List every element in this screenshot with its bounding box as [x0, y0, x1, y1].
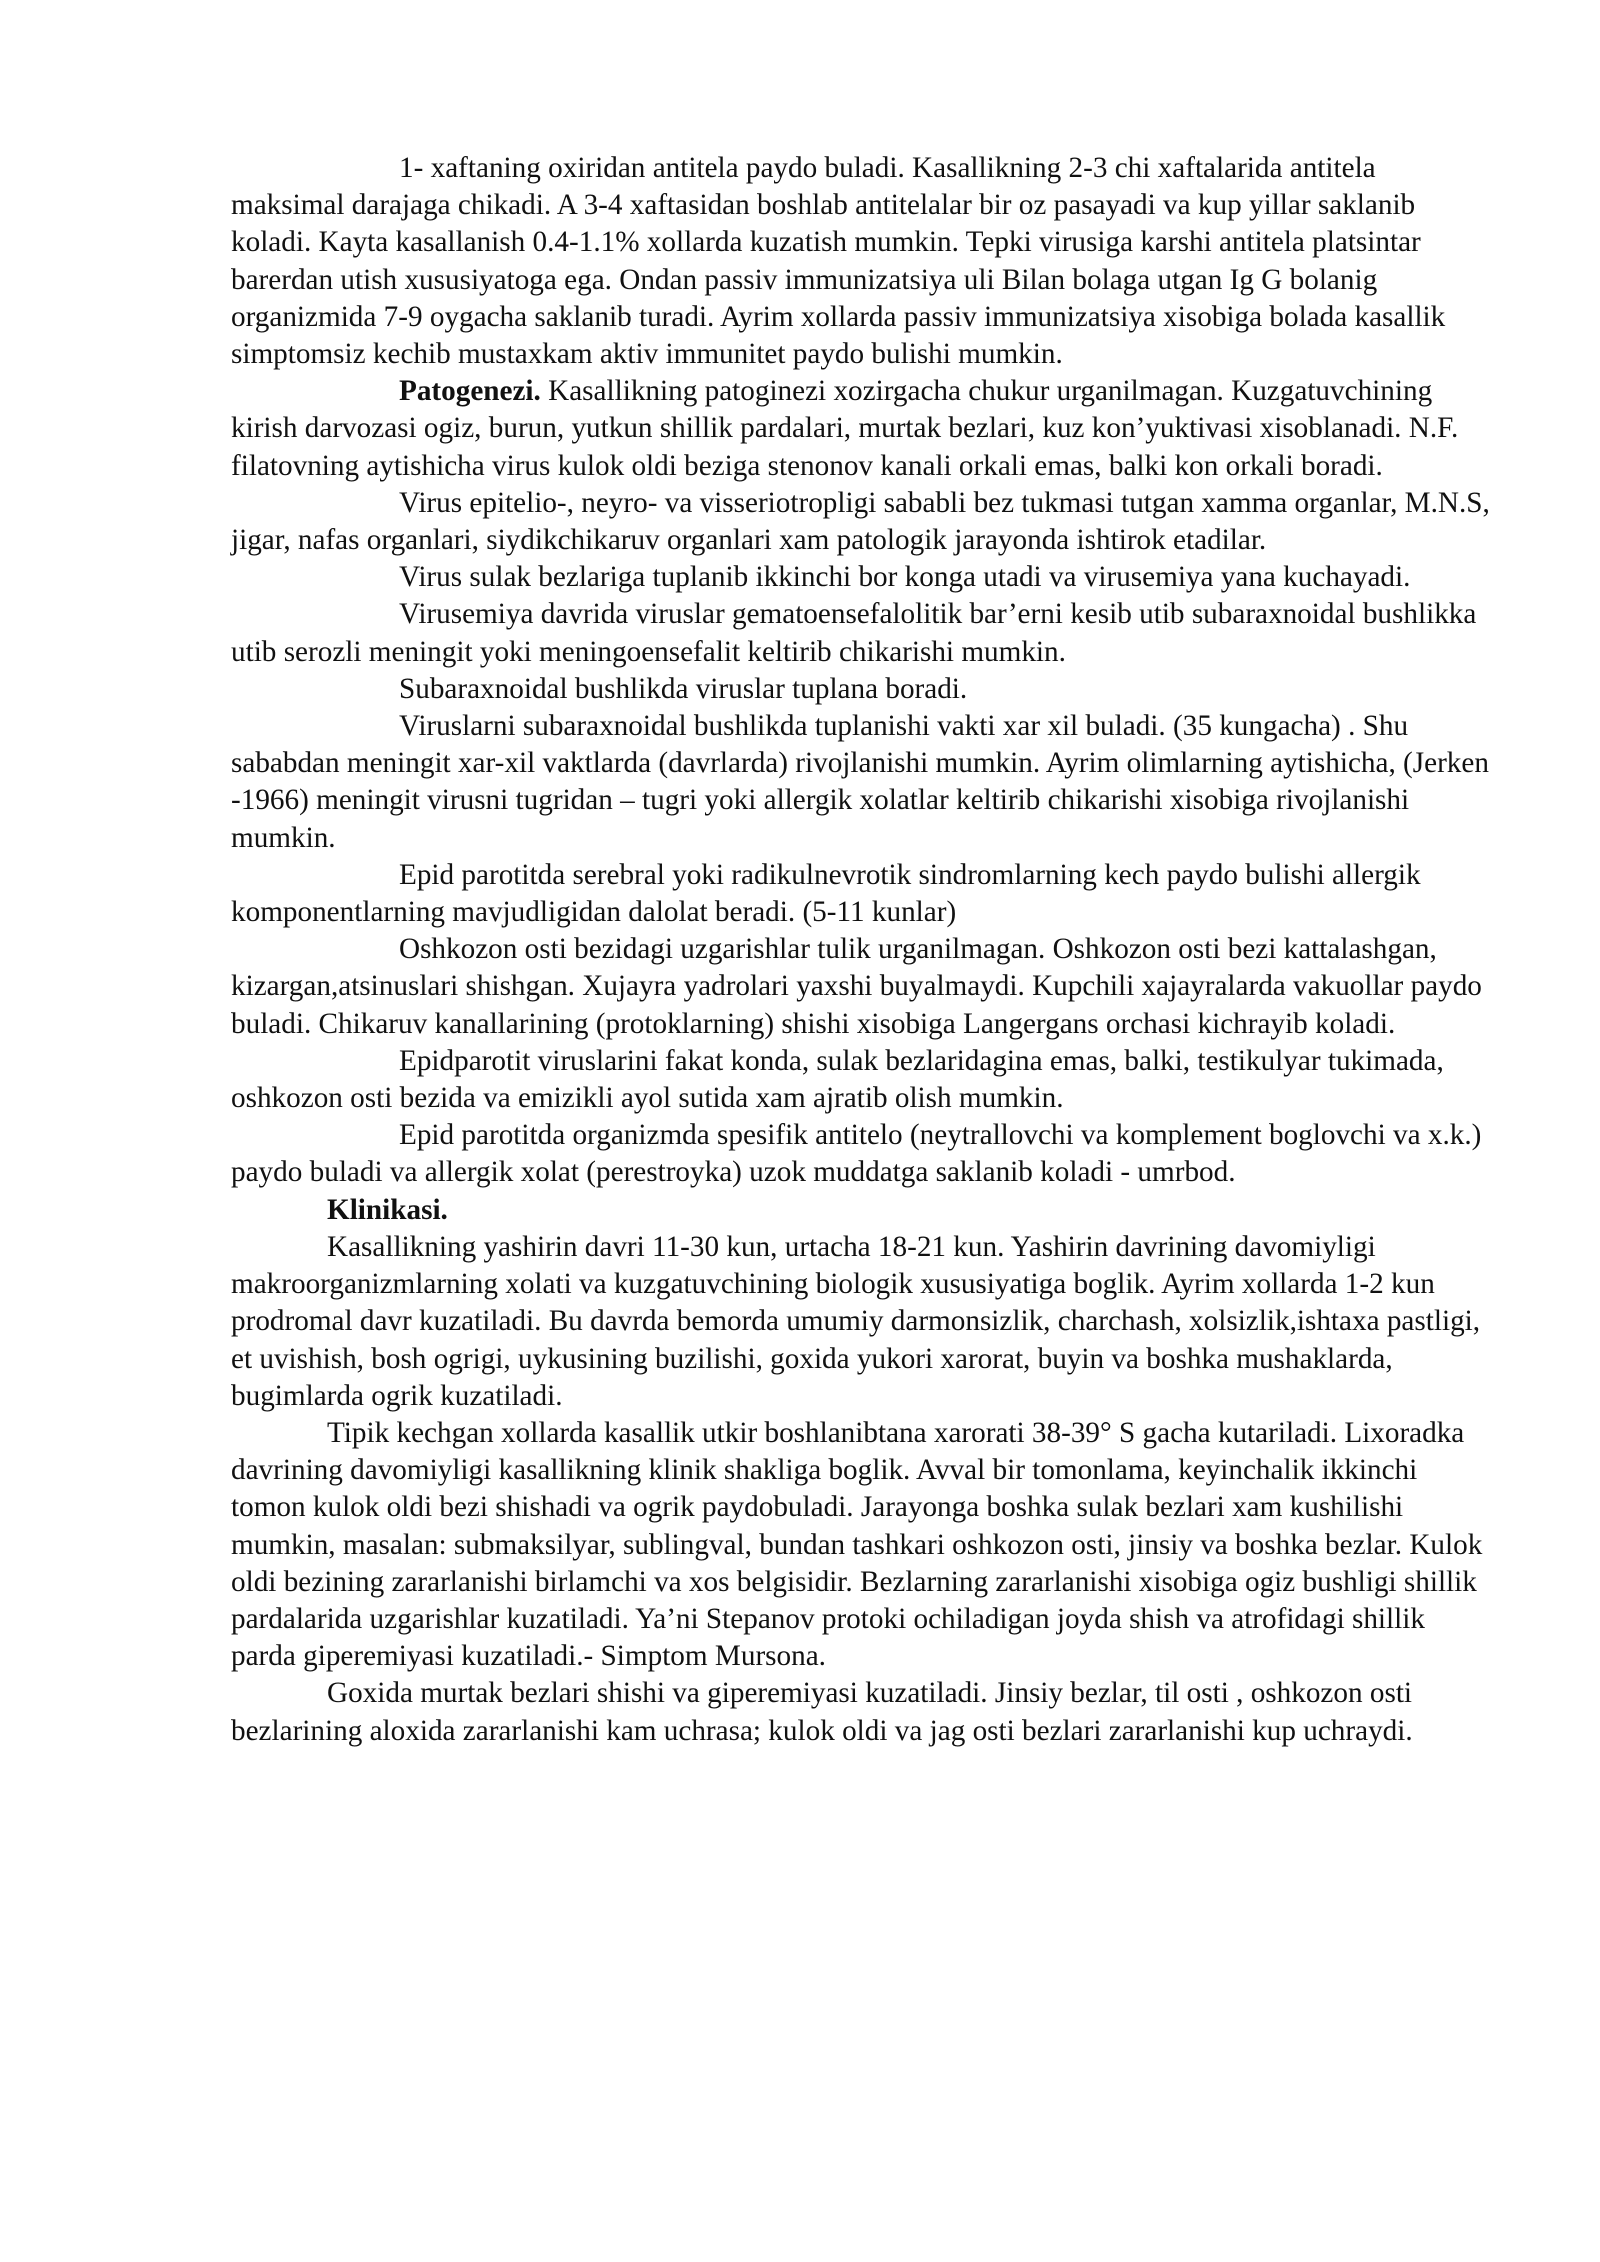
paragraph-cerebral-syndromes: Epid parotitda serebral yoki radikulnevrotik sindromlarning kech paydo bulishi allergik komponentlarning mavjudligidan dalolat beradi. (5-11 kunlar): [231, 858, 1421, 929]
paragraph-incubation: Kasallikning yashirin davri 11-30 kun, urtacha 18-21 kun. Yashirin davrining davomiyligi makroorganizmlarning xolati va kuzgatuvchining biologik xususiyatiga boglik. Ayrim xollarda 1-2 kun prodromal davr kuzatiladi. Bu davrda bemorda umumiy darmonsizlik, charchash, xolsizlik,ishtaxa pastligi, et uvishish, bosh ogrigi, uykusining buzilishi, goxida yukori xarorat, buyin va boshka mushaklarda, bugimlarda ogrik kuzatiladi.: [231, 1230, 1481, 1412]
heading-pathogenesis: Patogenezi.: [399, 375, 541, 408]
paragraph-tonsils: Goxida murtak bezlari shishi va giperemiyasi kuzatiladi. Jinsiy bezlar, til osti , oshkozon osti bezlarining aloxida zararlanishi kam uchrasa; kulok oldi va jag osti bezlari zararlanishi kup uchraydi.: [231, 1677, 1413, 1747]
paragraph-viremia: Virusemiya davrida viruslar gematoensefalolitik bar’erni kesib utib subaraxnoidal bushlikka utib serozli meningit yoki meningoensefalit keltirib chikarishi mumkin.: [231, 598, 1477, 668]
paragraph-specific-antibody: Epid parotitda organizmda spesifik antitelo (neytrallovchi va komplement boglovchi va x.k.) paydo buladi va allergik xolat (perestroyka) uzok muddatga saklanib koladi - umrbod.: [231, 1119, 1482, 1189]
paragraph-pathogenesis: Patogenezi. Kasallikning patoginezi xozirgacha chukur urganilmagan. Kuzgatuvchining kirish darvozasi ogiz, burun, yutkun shillik pardalari, murtak bezlari, kuz kon’yuktivasi xisoblanadi. N.F. filatovning aytishicha virus kulok oldi beziga stenonov kanali orkali emas, balki kon orkali boradi.: [231, 375, 1459, 482]
paragraph-virus-tropism: Virus epitelio-, neyro- va visseriotropligi sababli bez tukmasi tutgan xamma organlar, M.N.S, jigar, nafas organlari, siydikchikaruv organlari xam patologik jarayonda ishtirok etadilar.: [231, 486, 1490, 557]
paragraph-salivary-glands: Virus sulak bezlariga tuplanib ikkinchi bor konga utadi va virusemiya yana kuchayadi.: [399, 561, 1411, 594]
paragraph-pancreas: Oshkozon osti bezidagi uzgarishlar tulik urganilmagan. Oshkozon osti bezi kattalashgan, kizargan,atsinuslari shishgan. Xujayra yadrolari yaxshi buyalmaydi. Kupchili xajayralarda vakuollar paydo buladi. Chikaruv kanallarining (protoklarning) shishi xisobiga Langergans orchasi kichrayib koladi.: [231, 933, 1482, 1040]
paragraph-virus-isolation: Epidparotit viruslarini fakat konda, sulak bezlaridagina emas, balki, testikulyar tukimada, oshkozon osti bezida va emizikli ayol sutida xam ajratib olish mumkin.: [231, 1044, 1444, 1115]
document-page: [231, 150, 1491, 1750]
paragraph-meningitis: Viruslarni subaraxnoidal bushlikda tuplanishi vakti xar xil buladi. (35 kungacha) . Shu sababdan meningit xar-xil vaktlarda (davrlarda) rivojlanishi mumkin. Ayrim olimlarning aytishicha, (Jerken -1966) meningit virusni tugridan – tugri yoki allergik xolatlar keltirib chikarishi xisobiga rivojlanishi mumkin.: [231, 710, 1489, 854]
paragraph-subarachnoid: Subaraxnoidal bushlikda viruslar tuplana boradi.: [399, 672, 968, 705]
paragraph-typical-course: Tipik kechgan xollarda kasallik utkir boshlanibtana xarorati 38-39° S gacha kutariladi. Lixoradka davrining davomiyligi kasallikning klinik shakliga boglik. Avval bir tomonlama, keyinchalik ikkinchi tomon kulok oldi bezi shishadi va ogrik paydobuladi. Jarayonga boshka sulak bezlari xam kushilishi mumkin, masalan: submaksilyar, sublingval, bundan tashkari oshkozon osti, jinsiy va boshka bezlar. Kulok oldi bezining zararlanishi birlamchi va xos belgisidir. Bezlarning zararlanishi xisobiga ogiz bushligi shillik pardalarida uzgarishlar kuzatiladi. Ya’ni Stepanov protoki ochiladigan joyda shish va atrofidagi shillik parda giperemiyasi kuzatiladi.- Simptom Mursona.: [231, 1416, 1483, 1673]
paragraph-antibodies: 1- xaftaning oxiridan antitela paydo buladi. Kasallikning 2-3 chi xaftalarida antitela maksimal darajaga chikadi. A 3-4 xaftasidan boshlab antitelalar bir oz pasayadi va kup yillar saklanib koladi. Kayta kasallanish 0.4-1.1% xollarda kuzatish mumkin. Tepki virusiga karshi antitela platsintar barerdan utish xususiyatoga ega. Ondan passiv immunizatsiya uli Bilan bolaga utgan Ig G bolanig organizmida 7-9 oygacha saklanib turadi. Ayrim xollarda passiv immunizatsiya xisobiga bolada kasallik simptomsiz kechib mustaxkam aktiv immunitet paydo bulishi mumkin.: [231, 152, 1446, 371]
heading-clinical: Klinikasi.: [327, 1193, 448, 1226]
